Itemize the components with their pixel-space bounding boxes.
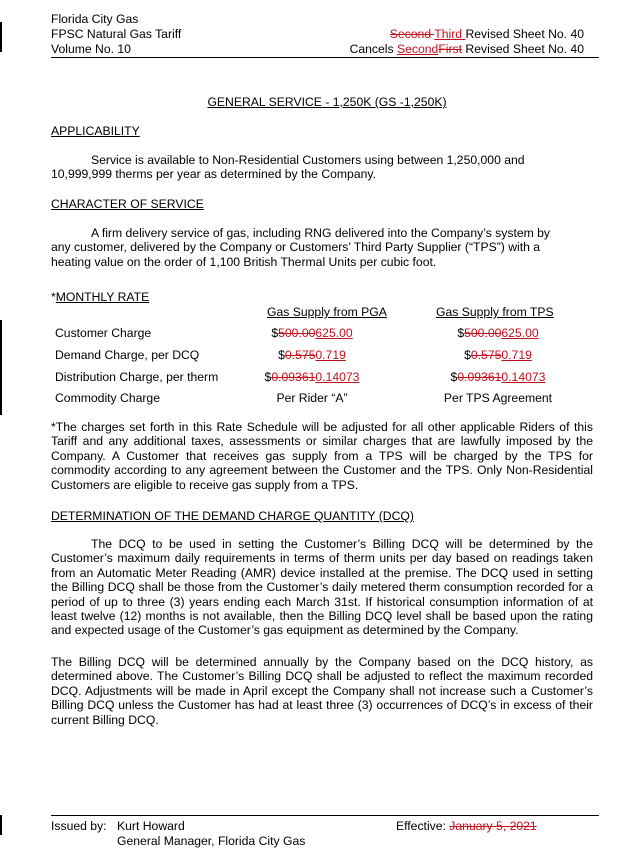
monthly-rate-heading <box>51 290 149 304</box>
inserted-text: 0.14073 <box>315 370 360 384</box>
change-bar <box>0 815 2 835</box>
rate-value-pga <box>237 348 387 362</box>
change-bar <box>0 22 2 52</box>
sheet-number <box>390 27 584 41</box>
inserted-text: 0.14073 <box>501 370 546 384</box>
inserted-text: Third <box>434 27 466 41</box>
rate-row-demand-charge <box>55 348 595 363</box>
applicability-body: Service is available to Non-Residential Customers using between 1,250,000 and 10,999,999 therms per year as determined by the Company. <box>51 153 525 182</box>
currency: $ <box>464 348 471 362</box>
deleted-text: 500.00 <box>278 326 316 340</box>
col-header-tps: Gas Supply from TPS <box>436 305 554 319</box>
dcq-paragraph-1: The DCQ to be used in setting the Customer’s Billing DCQ will be determined by the Customer’s maximum daily requirements in terms of therm units per day based on readings taken from an Automatic Meter Reading (AMR) device installed at the premise. The DCQ used in setting the Billing DCQ shall be those from the Customer’s daily metered therm consumption recorded for a period of up to three (3) years ending each March 31st. If historical consumption information of at least twelve (12) months is not available, then the Billing DCQ level shall be based upon the rating and expected usage of the Customer’s gas equipment as determined by the Company. <box>51 537 593 638</box>
deleted-text: 0.575 <box>284 348 316 362</box>
rate-label: Commodity Charge <box>55 391 160 405</box>
inserted-text: 0.719 <box>315 348 346 362</box>
volume-number: Volume No. 10 <box>51 42 131 56</box>
currency: $ <box>278 348 285 362</box>
deleted-text: 0.575 <box>470 348 502 362</box>
issuer-title: General Manager, Florida City Gas <box>117 834 306 848</box>
inserted-text: 625.00 <box>315 326 353 340</box>
rate-value-tps <box>423 348 573 362</box>
tariff-name: FPSC Natural Gas Tariff <box>51 27 182 41</box>
rate-value-tps <box>423 370 573 384</box>
effective-date <box>396 819 537 833</box>
rate-label: Customer Charge <box>55 326 152 340</box>
rate-value-pga: Per Rider “A” <box>276 391 348 405</box>
rate-row-distribution-charge <box>55 370 595 385</box>
rate-row-commodity-charge <box>55 391 595 406</box>
rate-label: Demand Charge, per DCQ <box>55 348 200 362</box>
col-header-pga: Gas Supply from PGA <box>267 305 387 319</box>
applicability-heading: APPLICABILITY <box>51 124 140 138</box>
deleted-text: 500.00 <box>464 326 502 340</box>
character-body: A firm delivery service of gas, including RNG delivered into the Company’s system by any customer, delivered by the Company or Customers’ Third Party Supplier (“TPS”) with a heating value on the order of 1,100 British Thermal Units per cubic foot. <box>51 226 551 269</box>
cancels-prefix: Cancels <box>349 42 397 56</box>
footer-rule <box>51 815 599 816</box>
rate-value-pga <box>237 326 387 340</box>
sheet-suffix: Revised Sheet No. 40 <box>465 27 584 41</box>
inserted-text: Second <box>397 42 439 56</box>
cancels-suffix: Revised Sheet No. 40 <box>462 42 584 56</box>
deleted-text: January 5, 2021 <box>449 819 537 833</box>
issued-by-label: Issued by: <box>51 819 107 833</box>
deleted-text: 0.09361 <box>271 370 316 384</box>
inserted-text: 625.00 <box>501 326 539 340</box>
deleted-text: 0.09361 <box>457 370 502 384</box>
currency: $ <box>271 326 279 340</box>
inserted-text: 0.719 <box>501 348 532 362</box>
page-title: GENERAL SERVICE - 1,250K (GS -1,250K) <box>207 95 447 109</box>
currency: $ <box>264 370 272 384</box>
footnote-marker: * <box>51 290 56 304</box>
header-rule <box>51 57 599 58</box>
monthly-rate-title: MONTHLY RATE <box>55 290 150 304</box>
company-name: Florida City Gas <box>51 12 139 26</box>
cancels-sheet <box>350 42 584 56</box>
rate-label: Distribution Charge, per therm <box>55 370 219 384</box>
currency: $ <box>450 370 458 384</box>
currency: $ <box>457 326 465 340</box>
change-bar <box>0 320 2 415</box>
effective-label: Effective: <box>396 819 446 833</box>
rate-footnote: *The charges set forth in this Rate Schedule will be adjusted for all other applicable Riders of this Tariff and any additional taxes, assessments or similar charges that are lawfully imposed by the Company. A Customer that receives gas supply from a TPS will be charged by the TPS for commodity according to any agreement between the Customer and the TPS. Only Non-Residential Customers are eligible to receive gas supply from a TPS. <box>51 420 593 492</box>
dcq-paragraph-2: The Billing DCQ will be determined annually by the Company based on the DCQ history, as determined above. The Customer’s Billing DCQ shall be adjusted to reflect the maximum recorded DCQ. Adjustments will be made in April except the Company shall not increase such a Customer’s Billing DCQ unless the Customer has had at least three (3) occurrences of DCQ’s in excess of their current Billing DCQ. <box>51 655 593 727</box>
character-heading: CHARACTER OF SERVICE <box>51 197 204 211</box>
dcq-heading: DETERMINATION OF THE DEMAND CHARGE QUANTITY (DCQ) <box>51 509 414 523</box>
rate-value-pga <box>237 370 387 384</box>
deleted-text: Second <box>389 27 435 41</box>
rate-row-customer-charge <box>55 326 595 341</box>
rate-value-tps: Per TPS Agreement <box>443 391 553 405</box>
issuer-name: Kurt Howard <box>117 819 185 833</box>
rate-value-tps <box>423 326 573 340</box>
deleted-text: First <box>438 42 463 56</box>
